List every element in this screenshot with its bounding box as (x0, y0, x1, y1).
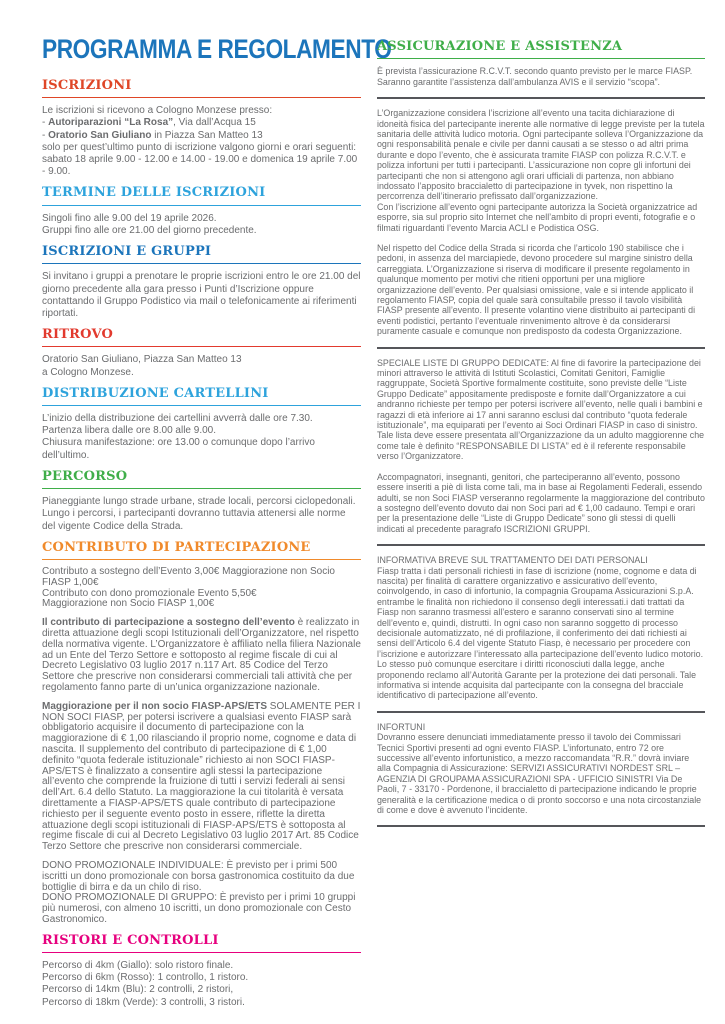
text-run: DONO PROMOZIONALE DI GRUPPO: È previsto per i primi 10 gruppi più numerosi, con almeno 10 iscritti, un dono promozionale con Cesto Gastronomico. (42, 892, 356, 925)
text-run: solo per quest’ultimo punto di iscrizione valgono giorni e orari seguenti: sabato 18 aprile 9.00 - 12.00 e 14.00 - 19.00 e domenica 19 aprile 7.00 - 9.00. (42, 141, 358, 178)
text-run: Percorso di 6km (Rosso): 1 controllo, 1 ristoro. (42, 972, 249, 984)
paragraph (42, 702, 361, 853)
paragraph (377, 472, 705, 534)
text-run: È prevista l’assicurazione R.C.V.T. secondo quanto previsto per le marce FIASP. (377, 66, 693, 77)
page-title: PROGRAMMA E REGOLAMENTO (42, 34, 392, 64)
text-run: è realizzato in diretta attuazione degli scopi Istituzionali dell’Organizzatore, nel rispetto della normativa vigente. L’Organizzatore è affiliato nella filiera Nazionale ad un Ente del Terzo Settore e sottoposto al regime fiscale di cui al Decreto Legislativo 03 luglio 2017 n.117 Art. 85 Codice del Terzo Settore che prescrive non considerarsi commerciali tali attività che per regolamento fanno parte di un’unica organizzazione nazionale. (42, 617, 361, 693)
text-run: Si invitano i gruppi a prenotare le proprie iscrizioni entro le ore 21.00 del giorno precedente alla gara presso i Punti d’Iscrizione oppure contattando il Gruppo Podistico via mail o telefonicamente ai riferimenti riportati. (42, 271, 361, 319)
paragraph (377, 358, 705, 462)
paragraph (377, 555, 705, 701)
text-run: INFORTUNI (377, 721, 426, 732)
paragraph (42, 354, 361, 378)
bold-text-run: Oratorio San Giuliano (48, 129, 152, 141)
section-heading: ISCRIZIONI (42, 79, 361, 98)
text-run: Dovranno essere denunciati immediatamente presso il tavolo dei Commissari Tecnici Sportivi presenti ad ogni evento FIASP. L’infortunato, entro 72 ore successive all’evento infortunistico, a mezzo raccomandata “R.R.” dovrà inviare alla Compagnia di Assicurazione: SERVIZI ASSICURATIVI NORDEST SRL – AGENZIA DI GROUPAMA ASSICURAZIONI SPA - UFFICIO SINISTRI Via De Paoli, 7 - 33170 - Pordenone, il braccialetto di partecipazione indicando le proprie generalità e la certificazione medica o di pronto soccorso e una nota circostanziale di come e dove è avvenuto l’incidente. (377, 732, 702, 816)
paragraph (42, 271, 361, 320)
text-run: , Via dall’Acqua 15 (173, 117, 256, 129)
text-run: INFORMATIVA BREVE SUL TRATTAMENTO DEI DATI PERSONALI (377, 555, 648, 566)
paragraph (42, 105, 361, 178)
text-run: Percorso di 18km (Verde): 3 controlli, 3 ristori. (42, 996, 245, 1008)
section-heading: TERMINE DELLE ISCRIZIONI (42, 186, 361, 205)
text-run: SOLAMENTE PER I NON SOCI FIASP, per potersi iscrivere a qualsiasi evento FIASP sarà obbligatorio acquisire il documento di partecipazione con la maggiorazione di € 1,00 rilasciando il proprio nome, cognome e data di nascita. Il supplemento del contributo di partecipazione di € 1,00 definito “quota federale istituzionale” richiesto ai non SOCI FIASP-APS/ETS è finalizzato a consentire agli stessi la partecipazione all’evento che comprende la fruizione di tutti i servizi federali ai sensi dell’Art. 6.4 dello Statuto. La maggiorazione la cui titolarità è versata direttamente a FIASP-APS/ETS quale contributo di partecipazione richiesto per il seguente evento posto in essere, riflette la diretta attuazione degli scopi istituzionali di FIASP-APS/ETS è sottoposta al regime fiscale di cui al Decreto Legislativo 03 luglio 2017 Art. 85 Codice Terzo Settore che prescrive non considerarsi commerciale. (42, 700, 361, 853)
left-column (42, 34, 392, 1009)
section-heading: RISTORI E CONTROLLI (42, 934, 361, 953)
paragraph (42, 567, 361, 610)
text-run: - (42, 117, 49, 129)
text-run: L’inizio della distribuzione dei cartellini avverrà dalle ore 7.30. (42, 413, 313, 425)
text-run: Oratorio San Giuliano, Piazza San Matteo 13 (42, 354, 242, 366)
text-run: Partenza libera dalle ore 8.00 alle 9.00. (42, 425, 217, 437)
section-heading: CONTRIBUTO DI PARTECIPAZIONE (42, 541, 361, 560)
paragraph (377, 243, 705, 337)
divider (377, 97, 705, 99)
section-heading: RITROVO (42, 328, 361, 347)
text-run: Fiasp tratta i dati personali richiesti in fase di iscrizione (nome, cognome e data di nascita) per finalità di carattere organizzativo e assicurativo dell’evento, coinvolgendo, in caso di infortunio, la compagnia Groupama Assicurazioni S.p.A. entrambe le finalità non richiedono il consenso degli interessati.i dati trattati da Fiasp non saranno trasmessi all’estero e saranno conservati sino al termine dell’evento e, quindi, distrutti. In ogni caso non saranno soggetto di processo decisionale automatizzato, né di profilazione, il conferimento dei dati richiesti ai sensi dell’Articolo 6.4 del vigente Statuto Fiasp, è necessario per procedere con l’iscrizione e autorizzare l’interessato alla partecipazione dell’evento ludico motorio. Lo stesso può comunque esercitare i diritti riconosciuti dalla legge, anche proponendo reclamo all’Autorità Garante per la protezione dei dati personali. Tale informativa si intende acquisita dal partecipante con la consegna del bracciale identificativo di partecipazione all’evento. (377, 565, 704, 701)
text-run: Con l’iscrizione all’evento ogni partecipante autorizza la Società organizzatrice ad esporre, sia sul proprio sito Internet che nell’ambito di propri eventi, fotografie e o filmati riguardanti l’evento Marcia ACLI e Podistica OSG. (377, 201, 698, 233)
text-run: Contributo a sostegno dell’Evento 3,00€ Maggiorazione non Socio FIASP 1,00€ (42, 566, 335, 588)
section-contributo-di-partecipazione (42, 541, 361, 926)
right-column (377, 40, 705, 836)
text-run: Nel rispetto del Codice della Strada si ricorda che l’articolo 190 stabilisce che i pedoni, in assenza del marciapiede, devono procedere sul margine sinistro della carreggiata. L’Organizzazione si riserva di modificare il presente regolamento in qualunque momento per motivi che ritieni opportuni per una migliore organizzazione dell’evento. Per qualsiasi omissione, vale e si intende applicato il regolamento FIASP, copia del quale sarà consultabile presso il tavolo visibilità FIASP presente all’evento. Il presente volantino viene distribuito ai partecipanti di eventi podistici, pertanto l’eventuale rinvenimento altrove è da considerarsi puramente casuale e comunque non predisposto da codesta Organizzazione. (377, 242, 696, 337)
text-run: Saranno garantite l’assistenza dall’ambulanza AVIS e il servizio “scopa”. (377, 76, 660, 87)
text-run: Contributo con dono promozionale Evento 5,50€ (42, 587, 257, 599)
paragraph (42, 861, 361, 926)
text-run: Le iscrizioni si ricevono a Cologno Monzese presso: (42, 105, 273, 117)
text-run: DONO PROMOZIONALE INDIVIDUALE: È previsto per i primi 500 iscritti un dono promozionale con borsa gastronomica costituito da due bottiglie di birra e da un chilo di riso. (42, 859, 355, 893)
section-percorso (42, 470, 361, 533)
text-run: SPECIALE LISTE DI GRUPPO DEDICATE: Al fine di favorire la partecipazione dei minori attraverso le attività di Istituti Scolastici, Comitati Genitori, Famiglie raggruppate, Società Sportive formalmente costituite, sono previste delle “Liste Gruppo Dedicate” appositamente predisposte e fornite dall’Organizzatore a cui andranno richieste per tempo per potersi iscrivere all’evento, nelle quali i bambini e ragazzi di età inferiore ai 17 anni saranno esclusi dal contributo “quota federale istituzionale”, ma equiparati per l’evento ai Soci Ordinari FIASP in caso di sinistro. Tale lista deve essere presentata all’Organizzazione da un adulto maggiorenne che come tale è definito “RESPONSABILE DI LISTA” ed è il referente responsabile verso l’Organizzatore. (377, 357, 705, 462)
paragraph (42, 618, 361, 694)
section-iscrizioni-e-gruppi (42, 245, 361, 320)
text-run: Pianeggiante lungo strade urbane, strade locali, percorsi ciclopedonali. Lungo i percorsi, i partecipanti dovranno tuttavia attenersi alle norme del vigente Codice della Strada. (42, 496, 356, 532)
text-run: Percorso di 4km (Giallo): solo ristoro finale. (42, 960, 234, 972)
bold-text-run: Maggiorazione per il non socio FIASP-APS/ETS (42, 700, 268, 712)
bold-text-run: Autoriparazioni “La Rosa” (48, 117, 174, 129)
section-ristori-e-controlli (42, 934, 361, 1009)
text-run: a Cologno Monzese. (42, 366, 134, 378)
text-run: Chiusura manifestazione: ore 13.00 o comunque dopo l’arrivo dell’ultimo. (42, 437, 315, 461)
paragraph (42, 413, 361, 462)
paragraph (377, 108, 705, 233)
divider (377, 825, 705, 827)
section-assicurazione-e-assistenza (377, 40, 705, 87)
text-run: Accompagnatori, insegnanti, genitori, che parteciperanno all’evento, possono essere inseriti a piè di lista come tali, ma in base ai Regolamenti Federali, essendo adulti, se non Soci FIASP verseranno regolarmente la maggiorazione del contributo a sostegno dell’evento dovuto dai non Soci pari ad € 1,00 cadauno. Tempi e orari per la presentazione delle “Liste di Gruppo Dedicate” sono gli stessi di quelli indicati al precedente paragrafo ISCRIZIONI GRUPPI. (377, 471, 705, 534)
divider (377, 711, 705, 713)
paragraph (42, 213, 361, 237)
section-heading: PERCORSO (42, 470, 361, 489)
text-run: Gruppi fino alle ore 21.00 del giorno precedente. (42, 224, 257, 236)
section-iscrizioni (42, 79, 361, 178)
paragraph (377, 722, 705, 816)
paragraph (42, 960, 361, 1009)
section-heading: ISCRIZIONI E GRUPPI (42, 245, 361, 264)
text-run: - (42, 129, 49, 141)
text-run: in Piazza San Matteo 13 (151, 129, 263, 141)
section-heading: DISTRIBUZIONE CARTELLINI (42, 387, 361, 406)
bold-text-run: Il contributo di partecipazione a sostegno dell’evento (42, 617, 295, 629)
paragraph (377, 66, 705, 87)
section-ritrovo (42, 328, 361, 379)
text-run: Singoli fino alle 9.00 del 19 aprile 2026. (42, 212, 217, 224)
divider (377, 347, 705, 349)
text-run: L’Organizzazione considera l’iscrizione all’evento una tacita dichiarazione di idoneità fisica del partecipante inerente alle normative di legge previste per la tutela sanitaria delle attività ludico motoria. Ogni partecipante solleva l’Organizzazione da ogni responsabilità penale e civile per danni causati a se stesso o ad altri prima durante e dopo l’evento, che è assicurata tramite FIASP con polizza R.C.V.T. e polizza infortuni per tutti i partecipanti. L’assicurazione non copre gli infortuni dei partecipanti che non si attengono agli orari ufficiali di partenza, non abbiano indossato l’apposito braccialetto di partecipazione in tyvek, non rispettino la percorrenza dell’itinerario prefissato dall’organizzazione. (377, 108, 705, 202)
section-termine-delle-iscrizioni (42, 186, 361, 237)
text-run: Maggiorazione non Socio FIASP 1,00€ (42, 598, 215, 610)
section-heading: ASSICURAZIONE E ASSISTENZA (377, 40, 705, 59)
text-run: Percorso di 14km (Blu): 2 controlli, 2 ristori, (42, 984, 234, 996)
paragraph (42, 496, 361, 533)
section-distribuzione-cartellini (42, 387, 361, 462)
divider (377, 544, 705, 546)
